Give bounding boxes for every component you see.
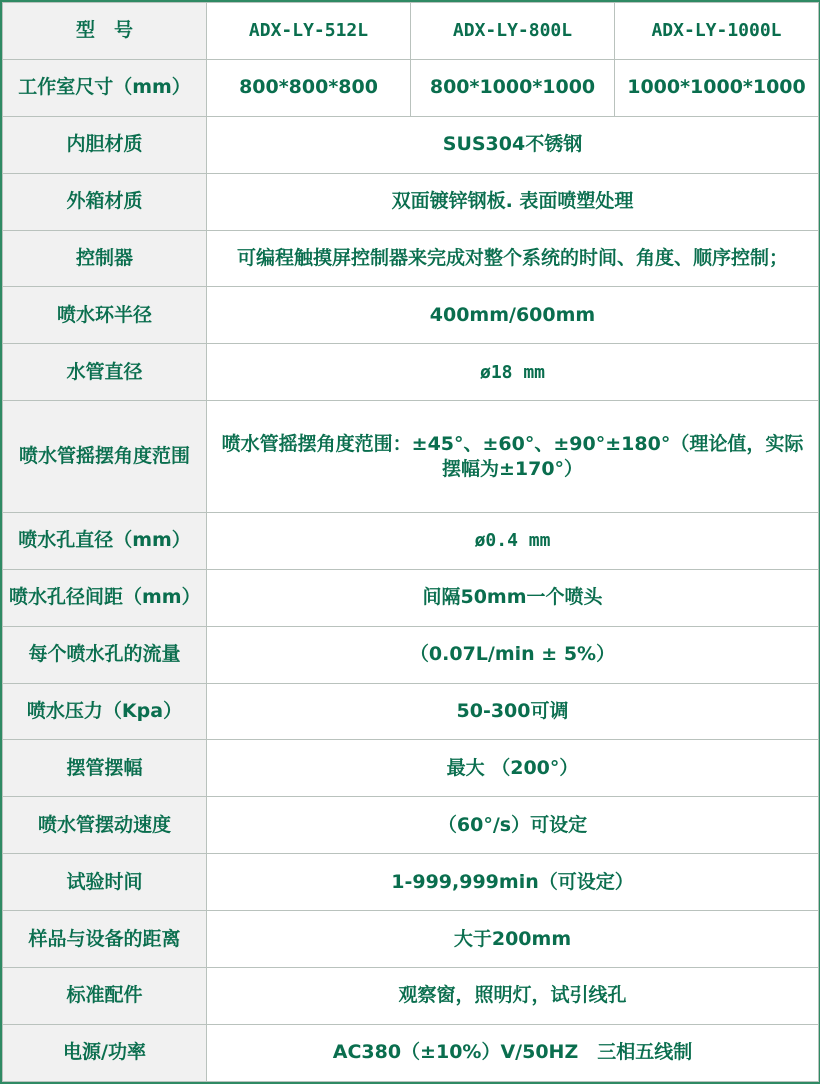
row-value: 喷水管摇摆角度范围：±45°、±60°、±90°±180°（理论值，实际摆幅为±170°） xyxy=(207,401,819,513)
row-label: 喷水孔径间距（mm） xyxy=(3,569,207,626)
table-row xyxy=(3,683,819,740)
row-label: 标准配件 xyxy=(3,967,207,1024)
row-label: 样品与设备的距离 xyxy=(3,911,207,968)
row-label: 喷水环半径 xyxy=(3,287,207,344)
row-label: 喷水压力（Kpa） xyxy=(3,683,207,740)
row-label: 每个喷水孔的流量 xyxy=(3,626,207,683)
spec-table xyxy=(2,2,819,1082)
row-value: （60°/s）可设定 xyxy=(207,797,819,854)
row-value: 1-999,999min（可设定） xyxy=(207,854,819,911)
row-value: 可编程触摸屏控制器来完成对整个系统的时间、角度、顺序控制； xyxy=(207,230,819,287)
row-label: 水管直径 xyxy=(3,344,207,401)
table-row xyxy=(3,401,819,513)
chamber-size-value-1: 800*800*800 xyxy=(207,59,411,116)
row-value: 间隔50mm一个喷头 xyxy=(207,569,819,626)
row-value: 400mm/600mm xyxy=(207,287,819,344)
row-value: 大于200mm xyxy=(207,911,819,968)
row-label: 外箱材质 xyxy=(3,173,207,230)
row-value: 双面镀锌钢板. 表面喷塑处理 xyxy=(207,173,819,230)
table-row xyxy=(3,569,819,626)
row-label: 控制器 xyxy=(3,230,207,287)
row-label: 喷水管摆动速度 xyxy=(3,797,207,854)
chamber-size-label: 工作室尺寸（mm） xyxy=(3,59,207,116)
row-label: 试验时间 xyxy=(3,854,207,911)
table-row xyxy=(3,287,819,344)
table-row xyxy=(3,740,819,797)
row-label: 内胆材质 xyxy=(3,116,207,173)
row-value: SUS304不锈钢 xyxy=(207,116,819,173)
model-value-2: ADX-LY-800L xyxy=(411,3,615,60)
row-value: （0.07L/min ± 5%） xyxy=(207,626,819,683)
table-row xyxy=(3,854,819,911)
table-row xyxy=(3,626,819,683)
table-row xyxy=(3,797,819,854)
row-label: 喷水管摇摆角度范围 xyxy=(3,401,207,513)
row-value: AC380（±10%）V/50HZ 三相五线制 xyxy=(207,1024,819,1081)
table-row-model xyxy=(3,3,819,60)
model-value-3: ADX-LY-1000L xyxy=(615,3,819,60)
row-value: 50-300可调 xyxy=(207,683,819,740)
table-row xyxy=(3,1024,819,1081)
model-value-1: ADX-LY-512L xyxy=(207,3,411,60)
row-value: 观察窗，照明灯，试引线孔 xyxy=(207,967,819,1024)
chamber-size-value-2: 800*1000*1000 xyxy=(411,59,615,116)
table-row xyxy=(3,512,819,569)
row-label: 电源/功率 xyxy=(3,1024,207,1081)
table-row xyxy=(3,344,819,401)
table-row-chamber-size xyxy=(3,59,819,116)
table-row xyxy=(3,173,819,230)
row-value: 最大 （200°） xyxy=(207,740,819,797)
row-label: 摆管摆幅 xyxy=(3,740,207,797)
table-row xyxy=(3,967,819,1024)
model-label: 型 号 xyxy=(3,3,207,60)
row-label: 喷水孔直径（mm） xyxy=(3,512,207,569)
chamber-size-value-3: 1000*1000*1000 xyxy=(615,59,819,116)
table-row xyxy=(3,230,819,287)
row-value: ø18 mm xyxy=(207,344,819,401)
row-value: ø0.4 mm xyxy=(207,512,819,569)
table-row xyxy=(3,911,819,968)
table-row xyxy=(3,116,819,173)
